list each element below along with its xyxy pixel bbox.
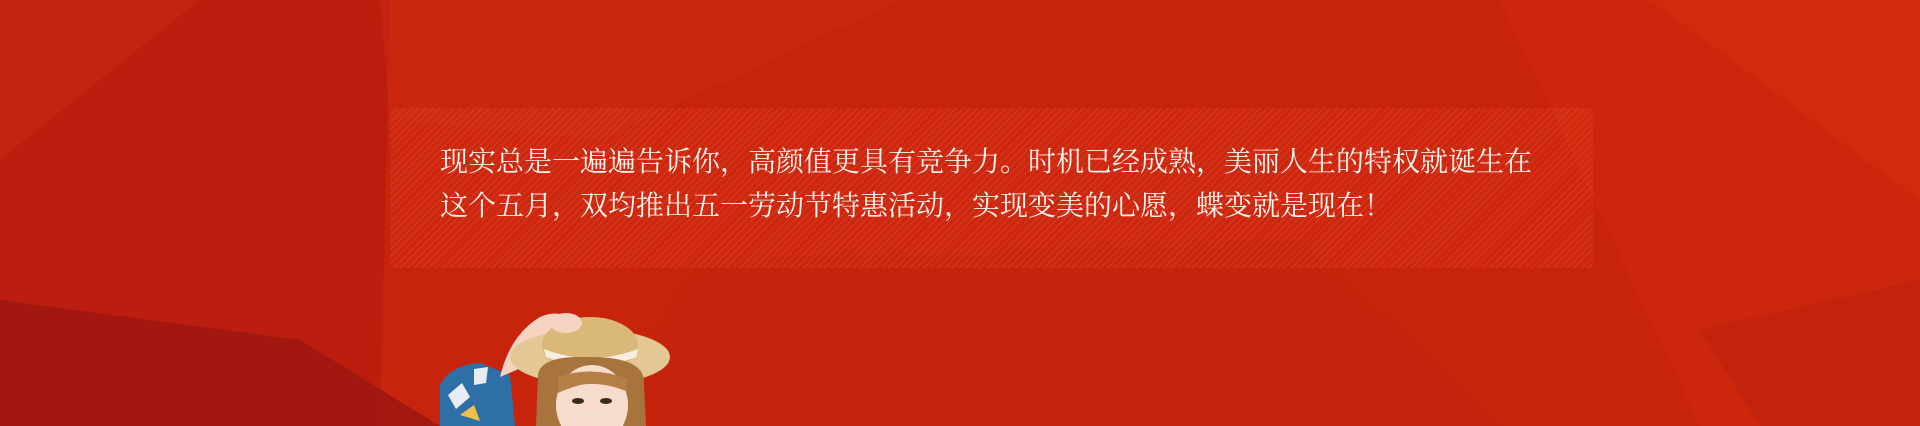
promo-text-panel [390, 108, 1593, 268]
promo-text: 现实总是一遍遍告诉你，高颜值更具有竞争力。时机已经成熟，美丽人生的特权就诞生在这个五月，双均推出五一劳动节特惠活动，实现变美的心愿，蝶变就是现在！ [440, 145, 1533, 222]
model-photo [440, 305, 700, 426]
